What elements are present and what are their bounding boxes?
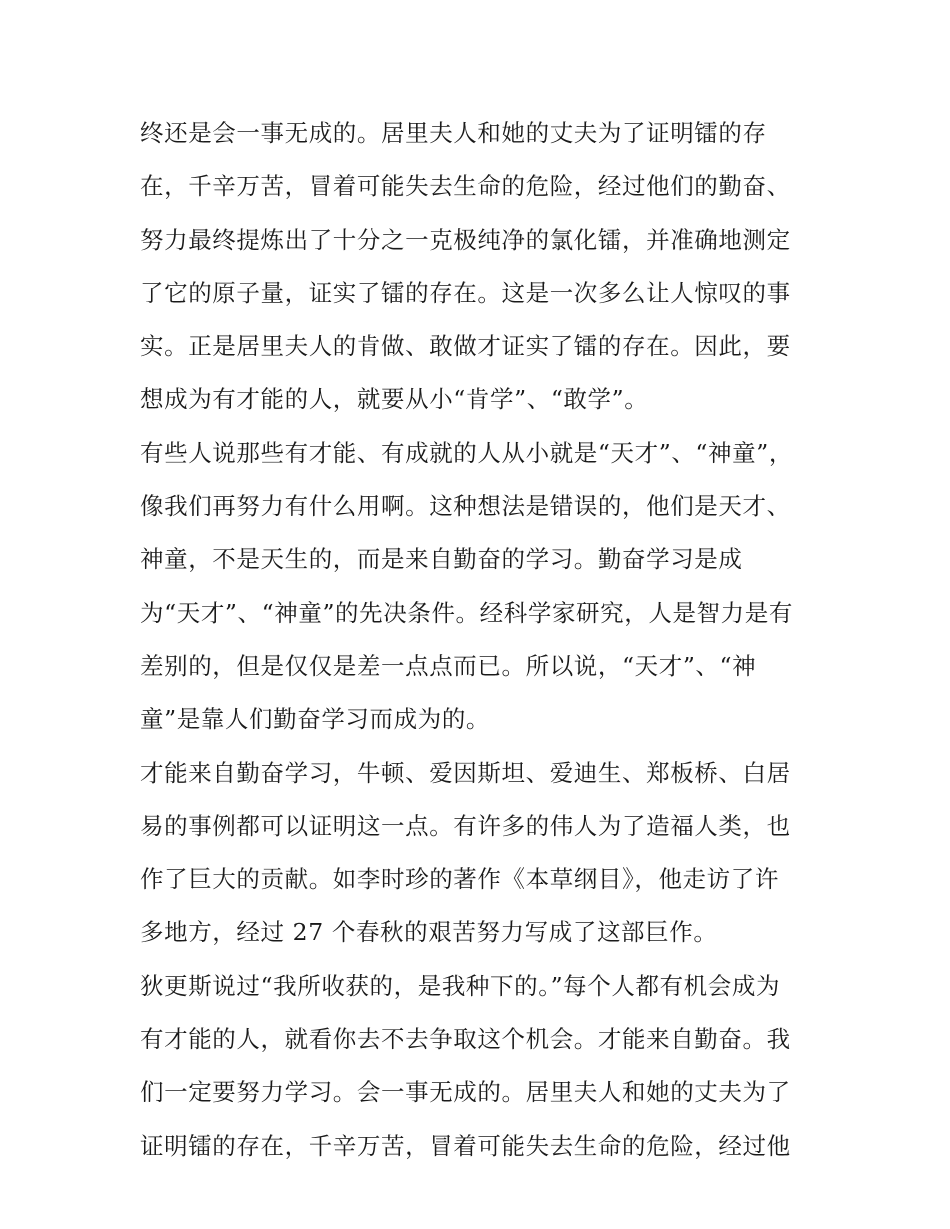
text-line: 童”是靠人们勤奋学习而成为的。 [140,705,491,734]
body-text [140,107,820,1173]
text-line: 作了巨大的贡献。如李时珍的著作《本草纲目》，他走访了许 [140,865,779,894]
text-line: 终还是会一事无成的。居里夫人和她的丈夫为了证明镭的存 [140,119,767,147]
text-line: 差别的，但是仅仅是差一点点而已。所以说，“天才”、“神 [140,651,757,680]
text-line: 努力最终提炼出了十分之一克极纯净的氯化镭，并准确地测定 [140,225,791,254]
text-line: 狄更斯说过“我所收获的，是我种下的。”每个人都有机会成为 [140,971,781,1000]
text-line: 神童，不是天生的，而是来自勤奋的学习。勤奋学习是成 [140,545,743,574]
text-line: 有才能的人，就看你去不去争取这个机会。才能来自勤奋。我 [140,1025,791,1054]
text-line: 易的事例都可以证明这一点。有许多的伟人为了造福人类，也 [140,811,791,840]
text-line: 有些人说那些有才能、有成就的人从小就是“天才”、“神童”， [140,438,793,467]
text-line: 们一定要努力学习。会一事无成的。居里夫人和她的丈夫为了 [140,1078,791,1107]
text-line: 了它的原子量，证实了镭的存在。这是一次多么让人惊叹的事 [140,278,791,307]
text-line: 像我们再努力有什么用啊。这种想法是错误的，他们是天才、 [140,492,791,521]
text-line: 多地方，经过 27 个春秋的艰苦努力写成了这部巨作。 [140,918,718,947]
text-line: 证明镭的存在，千辛万苦，冒着可能失去生命的危险，经过他 [140,1131,791,1160]
text-line: 在，千辛万苦，冒着可能失去生命的危险，经过他们的勤奋、 [140,172,791,201]
text-line: 才能来自勤奋学习，牛顿、爱因斯坦、爱迪生、郑板桥、白居 [140,758,791,787]
text-line: 想成为有才能的人，就要从小“肯学”、“敢学”。 [140,385,649,414]
text-line: 为“天才”、“神童”的先决条件。经科学家研究，人是智力是有 [140,598,793,627]
text-line: 实。正是居里夫人的肯做、敢做才证实了镭的存在。因此，要 [140,332,791,361]
